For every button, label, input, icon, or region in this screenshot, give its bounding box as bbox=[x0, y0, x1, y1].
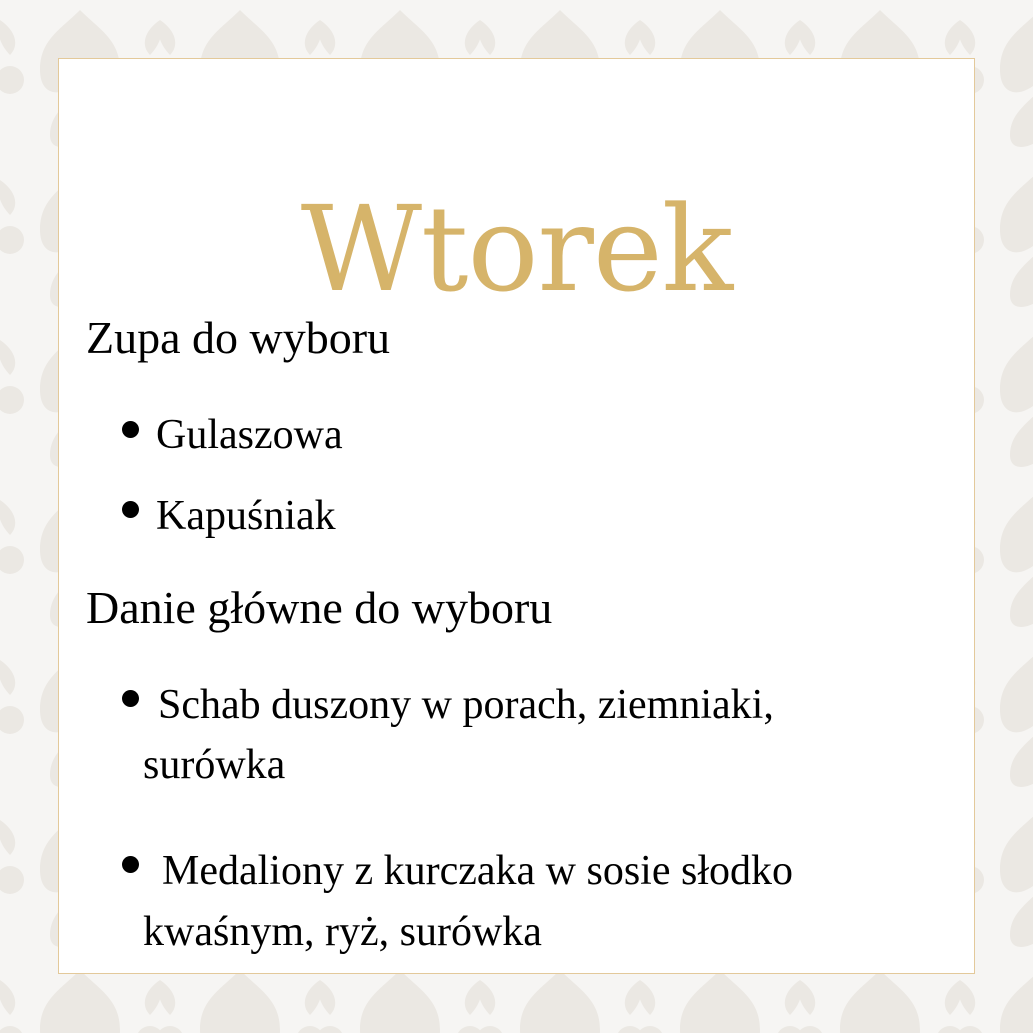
bullet-icon bbox=[122, 421, 139, 438]
menu-card bbox=[58, 58, 975, 974]
bullet-icon bbox=[122, 690, 139, 707]
main-item-2-line1: Medaliony z kurczaka w sosie słodko bbox=[162, 848, 794, 894]
bullet-icon bbox=[122, 501, 139, 518]
soup-item-gulaszowa: Gulaszowa bbox=[156, 412, 343, 458]
day-title: Wtorek bbox=[300, 180, 733, 318]
main-course-section-heading: Danie główne do wyboru bbox=[86, 582, 553, 633]
main-item-2-line2: kwaśnym, ryż, surówka bbox=[143, 909, 542, 955]
main-item-1-line2: surówka bbox=[143, 742, 286, 788]
bullet-icon bbox=[122, 856, 139, 873]
soup-section-heading: Zupa do wyboru bbox=[86, 312, 391, 363]
main-item-1-line1: Schab duszony w porach, ziemniaki, bbox=[158, 682, 774, 728]
soup-item-kapusniak: Kapuśniak bbox=[156, 493, 336, 539]
